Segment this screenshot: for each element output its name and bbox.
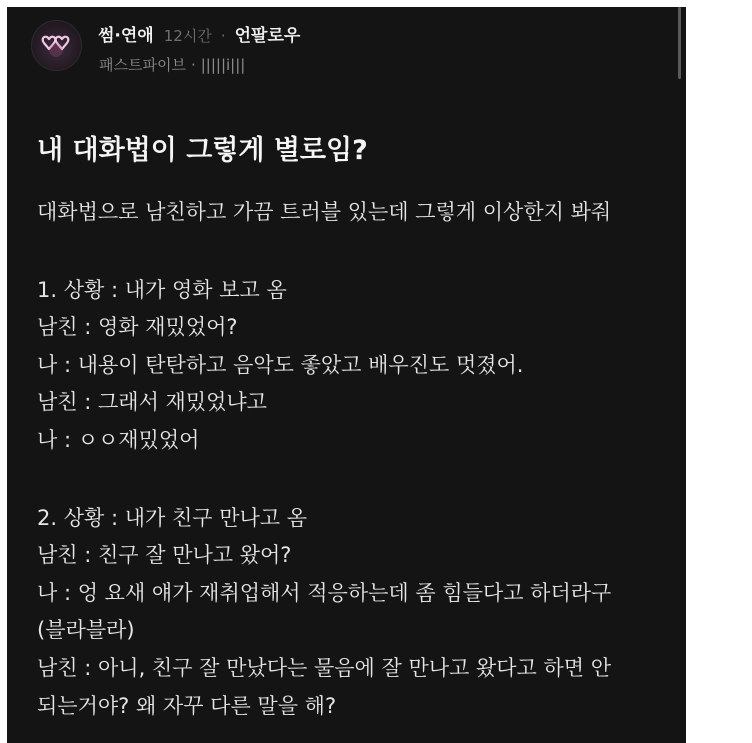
author-nick: |||||i||| (200, 56, 246, 74)
scenario-1-line: 1. 상황 : 내가 영화 보고 옴 (37, 277, 287, 302)
unfollow-button[interactable]: 언팔로우 (234, 26, 301, 46)
hearts-avatar-icon (32, 21, 81, 70)
post-header (98, 24, 300, 48)
paragraph-gap (37, 460, 677, 500)
scenario-2-line: 남친 : 아니, 친구 잘 만났다는 물음에 잘 만나고 왔다고 하면 안 (37, 655, 612, 680)
scrollbar[interactable] (678, 7, 681, 79)
author-separator: · (190, 56, 196, 74)
header-separator: · (220, 27, 226, 45)
time-ago: 12시간 (163, 27, 212, 45)
scenario-1-line: 나 : ㅇㅇ재밌었어 (37, 427, 200, 452)
author-info (99, 54, 245, 76)
scenario-2-line: 2. 상황 : 내가 친구 만나고 옴 (37, 505, 308, 530)
scenario-1-line: 남친 : 영화 재밌었어? (37, 315, 238, 340)
scenario-1-line: 나 : 내용이 탄탄하고 음악도 좋았고 배우진도 멋졌어. (37, 352, 524, 377)
author-company[interactable]: 패스트파이브 (99, 56, 186, 74)
board-avatar[interactable] (31, 20, 82, 71)
scenario-2-line: (블라블라) (37, 618, 135, 643)
scenario-2-line: 나 : 엉 요새 얘가 재취업해서 적응하는데 좀 힘들다고 하더라구 (37, 580, 612, 605)
scenario-1-line: 남친 : 그래서 재밌었냐고 (37, 390, 267, 415)
post-title: 내 대화법이 그렇게 별로임? (37, 135, 368, 166)
post-body (37, 194, 677, 725)
scenario-2-line: 되는거야? 왜 자꾸 다른 말을 해? (37, 693, 337, 718)
post-intro: 대화법으로 남친하고 가끔 트러블 있는데 그렇게 이상한지 봐줘 (37, 200, 612, 224)
paragraph-gap (37, 232, 677, 272)
scenario-2-line: 남친 : 친구 잘 만나고 왔어? (37, 543, 292, 568)
board-name[interactable]: 썸·연애 (98, 26, 154, 46)
